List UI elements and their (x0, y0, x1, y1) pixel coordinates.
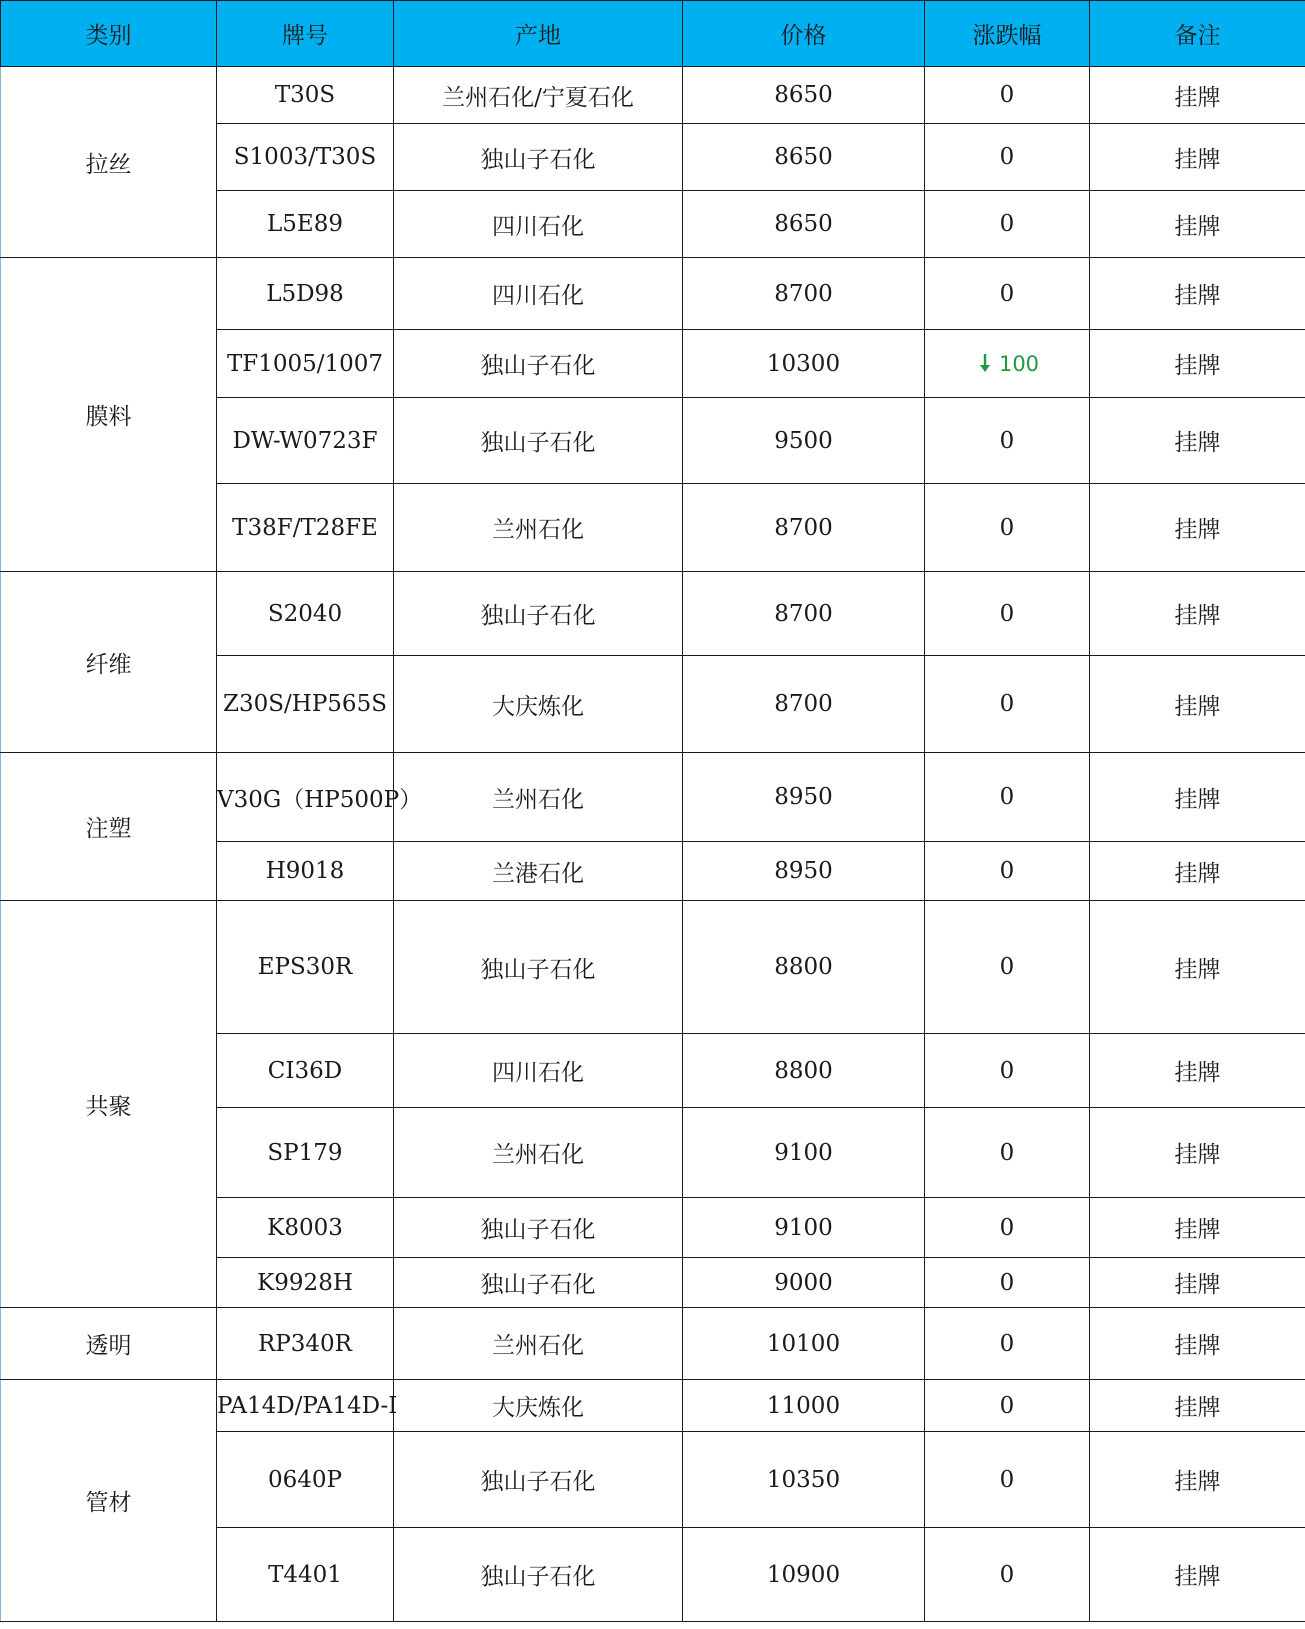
origin-cell: 兰州石化 (394, 753, 683, 842)
origin-cell: 四川石化 (394, 258, 683, 330)
note-cell: 挂牌 (1090, 1198, 1305, 1258)
price-cell: 9100 (683, 1198, 925, 1258)
category-cell: 拉丝 (1, 67, 217, 258)
grade-cell: S2040 (217, 572, 394, 656)
change-cell: 0 (925, 1308, 1090, 1380)
grade-cell: PA14D/PA14D-I (217, 1380, 394, 1432)
price-cell: 8700 (683, 572, 925, 656)
down-arrow-icon (975, 352, 995, 374)
price-cell: 11000 (683, 1380, 925, 1432)
price-cell: 10350 (683, 1432, 925, 1528)
change-cell: 0 (925, 67, 1090, 124)
grade-cell: TF1005/1007 (217, 330, 394, 398)
price-cell: 10300 (683, 330, 925, 398)
grade-cell: RP340R (217, 1308, 394, 1380)
table-row (1, 67, 1305, 124)
note-cell: 挂牌 (1090, 753, 1305, 842)
grade-cell: S1003/T30S (217, 124, 394, 191)
grade-cell: EPS30R (217, 901, 394, 1034)
price-cell: 8700 (683, 484, 925, 572)
price-cell: 9100 (683, 1108, 925, 1198)
price-cell: 9500 (683, 398, 925, 484)
change-cell: 0 (925, 124, 1090, 191)
note-cell: 挂牌 (1090, 1528, 1305, 1622)
price-cell: 8650 (683, 191, 925, 258)
origin-cell: 四川石化 (394, 1034, 683, 1108)
note-cell: 挂牌 (1090, 1034, 1305, 1108)
origin-cell: 大庆炼化 (394, 656, 683, 753)
change-cell: 0 (925, 753, 1090, 842)
note-cell: 挂牌 (1090, 1380, 1305, 1432)
note-cell: 挂牌 (1090, 330, 1305, 398)
note-cell: 挂牌 (1090, 191, 1305, 258)
change-value: 100 (998, 351, 1040, 376)
price-cell: 8700 (683, 258, 925, 330)
grade-cell: CI36D (217, 1034, 394, 1108)
change-cell: 0 (925, 191, 1090, 258)
table-row (1, 1308, 1305, 1380)
note-cell: 挂牌 (1090, 258, 1305, 330)
change-cell: 0 (925, 1380, 1090, 1432)
origin-cell: 独山子石化 (394, 398, 683, 484)
note-cell: 挂牌 (1090, 901, 1305, 1034)
category-cell: 膜料 (1, 258, 217, 572)
change-cell: 0 (925, 1432, 1090, 1528)
origin-cell: 独山子石化 (394, 901, 683, 1034)
price-cell: 8700 (683, 656, 925, 753)
grade-cell: H9018 (217, 842, 394, 901)
origin-cell: 大庆炼化 (394, 1380, 683, 1432)
change-cell: 0 (925, 258, 1090, 330)
grade-cell: T38F/T28FE (217, 484, 394, 572)
grade-cell: K8003 (217, 1198, 394, 1258)
price-cell: 10100 (683, 1308, 925, 1380)
price-cell: 8950 (683, 753, 925, 842)
table-row (1, 1380, 1305, 1432)
note-cell: 挂牌 (1090, 484, 1305, 572)
note-cell: 挂牌 (1090, 67, 1305, 124)
header-price: 价格 (683, 1, 925, 67)
header-category: 类别 (1, 1, 217, 67)
note-cell: 挂牌 (1090, 124, 1305, 191)
grade-cell: T4401 (217, 1528, 394, 1622)
origin-cell: 独山子石化 (394, 1528, 683, 1622)
change-cell: 0 (925, 398, 1090, 484)
grade-cell: Z30S/HP565S (217, 656, 394, 753)
note-cell: 挂牌 (1090, 842, 1305, 901)
table-row (1, 753, 1305, 842)
grade-cell: V30G（HP500P） (217, 753, 394, 842)
origin-cell: 独山子石化 (394, 1432, 683, 1528)
price-cell: 8800 (683, 1034, 925, 1108)
origin-cell: 独山子石化 (394, 1198, 683, 1258)
note-cell: 挂牌 (1090, 1308, 1305, 1380)
category-cell: 纤维 (1, 572, 217, 753)
price-cell: 8950 (683, 842, 925, 901)
note-cell: 挂牌 (1090, 1432, 1305, 1528)
origin-cell: 兰港石化 (394, 842, 683, 901)
origin-cell: 独山子石化 (394, 1258, 683, 1308)
header-row (1, 1, 1305, 67)
change-cell (925, 330, 1090, 398)
change-cell: 0 (925, 572, 1090, 656)
change-cell: 0 (925, 842, 1090, 901)
grade-cell: 0640P (217, 1432, 394, 1528)
grade-cell: L5E89 (217, 191, 394, 258)
header-grade: 牌号 (217, 1, 394, 67)
header-note: 备注 (1090, 1, 1305, 67)
category-cell: 共聚 (1, 901, 217, 1308)
note-cell: 挂牌 (1090, 398, 1305, 484)
origin-cell: 独山子石化 (394, 330, 683, 398)
grade-cell: SP179 (217, 1108, 394, 1198)
price-cell: 8650 (683, 124, 925, 191)
table-row (1, 572, 1305, 656)
category-cell: 注塑 (1, 753, 217, 901)
origin-cell: 兰州石化 (394, 1108, 683, 1198)
table-body (1, 67, 1305, 1622)
header-origin: 产地 (394, 1, 683, 67)
origin-cell: 兰州石化 (394, 1308, 683, 1380)
change-cell: 0 (925, 1034, 1090, 1108)
price-cell: 9000 (683, 1258, 925, 1308)
origin-cell: 独山子石化 (394, 572, 683, 656)
grade-cell: DW-W0723F (217, 398, 394, 484)
grade-cell: T30S (217, 67, 394, 124)
grade-cell: L5D98 (217, 258, 394, 330)
grade-cell: K9928H (217, 1258, 394, 1308)
table-row (1, 258, 1305, 330)
change-cell: 0 (925, 656, 1090, 753)
change-cell: 0 (925, 901, 1090, 1034)
note-cell: 挂牌 (1090, 1258, 1305, 1308)
origin-cell: 独山子石化 (394, 124, 683, 191)
note-cell: 挂牌 (1090, 1108, 1305, 1198)
change-cell: 0 (925, 1198, 1090, 1258)
change-cell: 0 (925, 1108, 1090, 1198)
price-cell: 8650 (683, 67, 925, 124)
category-cell: 管材 (1, 1380, 217, 1622)
origin-cell: 兰州石化/宁夏石化 (394, 67, 683, 124)
price-cell: 10900 (683, 1528, 925, 1622)
note-cell: 挂牌 (1090, 656, 1305, 753)
origin-cell: 四川石化 (394, 191, 683, 258)
change-cell: 0 (925, 1528, 1090, 1622)
origin-cell: 兰州石化 (394, 484, 683, 572)
change-cell: 0 (925, 1258, 1090, 1308)
price-cell: 8800 (683, 901, 925, 1034)
header-change: 涨跌幅 (925, 1, 1090, 67)
change-cell: 0 (925, 484, 1090, 572)
table-row (1, 901, 1305, 1034)
category-cell: 透明 (1, 1308, 217, 1380)
note-cell: 挂牌 (1090, 572, 1305, 656)
